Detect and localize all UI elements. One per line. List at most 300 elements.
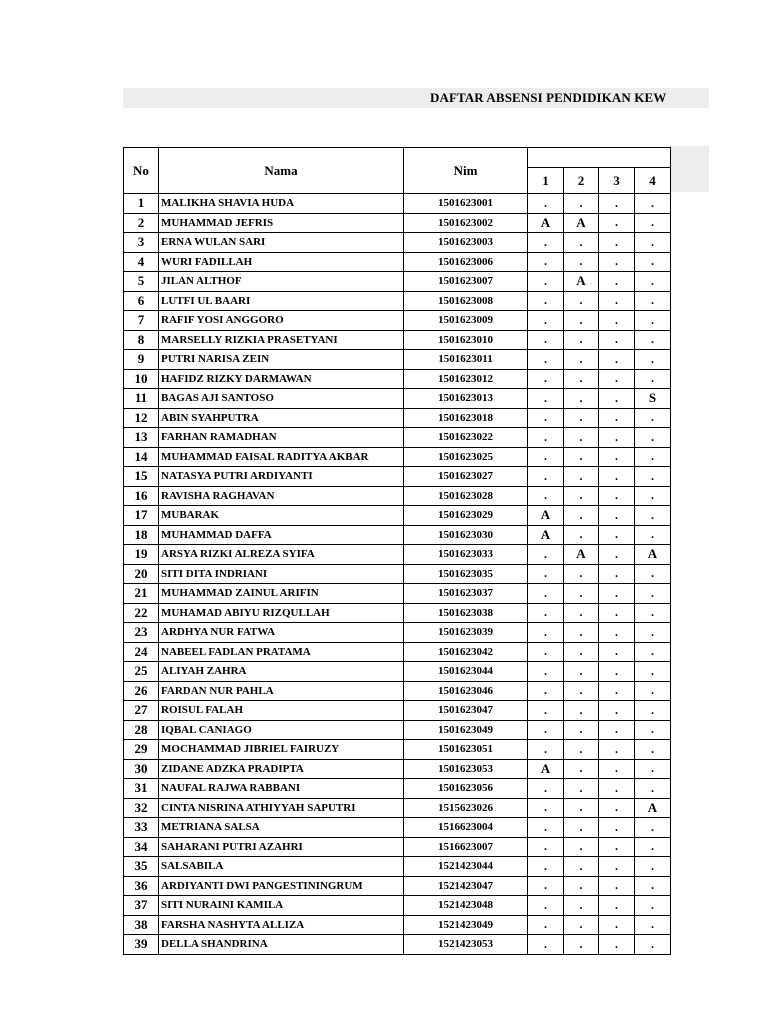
attendance-mark-4: . — [635, 506, 671, 526]
student-name: ARSYA RIZKI ALREZA SYIFA — [159, 545, 404, 565]
attendance-mark-4: . — [635, 896, 671, 916]
attendance-mark-4: . — [635, 272, 671, 292]
attendance-mark-3: . — [599, 233, 635, 253]
attendance-mark-4: . — [635, 740, 671, 760]
student-name: MUHAMMAD FAISAL RADITYA AKBAR — [159, 447, 404, 467]
table-row — [124, 759, 671, 779]
row-number: 20 — [124, 564, 159, 584]
attendance-mark-1: . — [528, 720, 564, 740]
attendance-mark-3: . — [599, 428, 635, 448]
row-number: 24 — [124, 642, 159, 662]
header-meeting-3: 3 — [599, 168, 635, 194]
row-number: 18 — [124, 525, 159, 545]
student-name: SALSABILA — [159, 857, 404, 877]
student-nim: 1501623025 — [404, 447, 528, 467]
table-row — [124, 291, 671, 311]
student-name: WURI FADILLAH — [159, 252, 404, 272]
student-name: SITI NURAINI KAMILA — [159, 896, 404, 916]
student-name: PUTRI NARISA ZEIN — [159, 350, 404, 370]
student-nim: 1501623009 — [404, 311, 528, 331]
student-nim: 1501623022 — [404, 428, 528, 448]
attendance-mark-4: A — [635, 798, 671, 818]
attendance-mark-1: . — [528, 233, 564, 253]
attendance-mark-4: . — [635, 584, 671, 604]
header-no: No — [124, 148, 159, 194]
attendance-mark-1: . — [528, 486, 564, 506]
table-row — [124, 350, 671, 370]
title-band — [123, 88, 709, 108]
attendance-mark-1: . — [528, 389, 564, 409]
attendance-mark-3: . — [599, 213, 635, 233]
student-nim: 1521423049 — [404, 915, 528, 935]
attendance-mark-3: . — [599, 740, 635, 760]
table-row — [124, 740, 671, 760]
attendance-mark-2: . — [564, 369, 599, 389]
student-name: MALIKHA SHAVIA HUDA — [159, 194, 404, 214]
attendance-mark-2: . — [564, 662, 599, 682]
row-number: 2 — [124, 213, 159, 233]
attendance-mark-3: . — [599, 389, 635, 409]
attendance-mark-2: . — [564, 408, 599, 428]
student-name: METRIANA SALSA — [159, 818, 404, 838]
attendance-mark-1: . — [528, 896, 564, 916]
attendance-mark-1: . — [528, 876, 564, 896]
attendance-mark-4: . — [635, 408, 671, 428]
attendance-mark-4: . — [635, 681, 671, 701]
attendance-mark-3: . — [599, 486, 635, 506]
attendance-mark-2: . — [564, 252, 599, 272]
row-number: 6 — [124, 291, 159, 311]
student-name: IQBAL CANIAGO — [159, 720, 404, 740]
attendance-mark-4: . — [635, 467, 671, 487]
attendance-mark-1: . — [528, 447, 564, 467]
student-name: MARSELLY RIZKIA PRASETYANI — [159, 330, 404, 350]
table-row — [124, 447, 671, 467]
attendance-mark-3: . — [599, 896, 635, 916]
attendance-mark-3: . — [599, 447, 635, 467]
attendance-mark-1: A — [528, 506, 564, 526]
attendance-mark-3: . — [599, 662, 635, 682]
attendance-mark-2: . — [564, 720, 599, 740]
table-row — [124, 506, 671, 526]
table-row — [124, 720, 671, 740]
attendance-mark-3: . — [599, 194, 635, 214]
student-name: MUHAMMAD DAFFA — [159, 525, 404, 545]
attendance-mark-4: S — [635, 389, 671, 409]
student-name: RAFIF YOSI ANGGORO — [159, 311, 404, 331]
table-row — [124, 194, 671, 214]
table-row — [124, 857, 671, 877]
row-number: 28 — [124, 720, 159, 740]
attendance-mark-2: . — [564, 857, 599, 877]
student-nim: 1516623004 — [404, 818, 528, 838]
attendance-mark-3: . — [599, 506, 635, 526]
attendance-mark-4: . — [635, 291, 671, 311]
header-meeting-1: 1 — [528, 168, 564, 194]
row-number: 10 — [124, 369, 159, 389]
attendance-mark-3: . — [599, 876, 635, 896]
student-nim: 1501623047 — [404, 701, 528, 721]
attendance-mark-2: . — [564, 194, 599, 214]
row-number: 22 — [124, 603, 159, 623]
attendance-mark-2: . — [564, 818, 599, 838]
student-nim: 1521423047 — [404, 876, 528, 896]
student-nim: 1501623046 — [404, 681, 528, 701]
student-nim: 1501623007 — [404, 272, 528, 292]
attendance-mark-2: . — [564, 233, 599, 253]
attendance-mark-3: . — [599, 330, 635, 350]
student-nim: 1501623003 — [404, 233, 528, 253]
attendance-mark-1: . — [528, 408, 564, 428]
row-number: 31 — [124, 779, 159, 799]
student-nim: 1501623028 — [404, 486, 528, 506]
attendance-mark-1: . — [528, 252, 564, 272]
row-number: 29 — [124, 740, 159, 760]
row-number: 39 — [124, 935, 159, 955]
table-row — [124, 330, 671, 350]
row-number: 19 — [124, 545, 159, 565]
attendance-mark-4: . — [635, 213, 671, 233]
student-nim: 1501623011 — [404, 350, 528, 370]
attendance-mark-3: . — [599, 252, 635, 272]
attendance-mark-2: A — [564, 272, 599, 292]
attendance-mark-2: . — [564, 525, 599, 545]
row-number: 34 — [124, 837, 159, 857]
student-nim: 1501623027 — [404, 467, 528, 487]
table-row — [124, 428, 671, 448]
attendance-mark-2: A — [564, 545, 599, 565]
student-name: FARDAN NUR PAHLA — [159, 681, 404, 701]
row-number: 15 — [124, 467, 159, 487]
student-name: CINTA NISRINA ATHIYYAH SAPUTRI — [159, 798, 404, 818]
attendance-mark-3: . — [599, 779, 635, 799]
attendance-mark-1: . — [528, 545, 564, 565]
attendance-mark-1: . — [528, 935, 564, 955]
attendance-mark-3: . — [599, 408, 635, 428]
attendance-mark-1: . — [528, 564, 564, 584]
attendance-mark-1: A — [528, 525, 564, 545]
student-nim: 1501623042 — [404, 642, 528, 662]
attendance-mark-4: . — [635, 428, 671, 448]
attendance-mark-4: . — [635, 662, 671, 682]
attendance-mark-1: . — [528, 857, 564, 877]
student-nim: 1501623029 — [404, 506, 528, 526]
student-nim: 1515623026 — [404, 798, 528, 818]
student-name: MOCHAMMAD JIBRIEL FAIRUZY — [159, 740, 404, 760]
row-number: 35 — [124, 857, 159, 877]
attendance-mark-2: . — [564, 837, 599, 857]
attendance-mark-3: . — [599, 525, 635, 545]
student-nim: 1501623056 — [404, 779, 528, 799]
row-number: 7 — [124, 311, 159, 331]
student-name: FARHAN RAMADHAN — [159, 428, 404, 448]
attendance-mark-2: . — [564, 603, 599, 623]
attendance-mark-4: . — [635, 350, 671, 370]
table-row — [124, 603, 671, 623]
student-nim: 1501623053 — [404, 759, 528, 779]
row-number: 4 — [124, 252, 159, 272]
student-name: DELLA SHANDRINA — [159, 935, 404, 955]
attendance-mark-4: . — [635, 915, 671, 935]
student-name: MUBARAK — [159, 506, 404, 526]
header-meeting-4: 4 — [635, 168, 671, 194]
table-row — [124, 564, 671, 584]
row-number: 30 — [124, 759, 159, 779]
student-nim: 1501623010 — [404, 330, 528, 350]
attendance-mark-1: . — [528, 837, 564, 857]
attendance-mark-1: . — [528, 350, 564, 370]
attendance-mark-1: . — [528, 467, 564, 487]
student-name: RAVISHA RAGHAVAN — [159, 486, 404, 506]
row-number: 8 — [124, 330, 159, 350]
document-title: DAFTAR ABSENSI PENDIDIKAN KEW — [430, 90, 667, 105]
attendance-mark-4: . — [635, 837, 671, 857]
attendance-mark-3: . — [599, 603, 635, 623]
table-row — [124, 213, 671, 233]
attendance-mark-2: . — [564, 623, 599, 643]
attendance-mark-2: . — [564, 642, 599, 662]
attendance-mark-1: . — [528, 584, 564, 604]
attendance-mark-4: . — [635, 369, 671, 389]
row-number: 17 — [124, 506, 159, 526]
student-name: NABEEL FADLAN PRATAMA — [159, 642, 404, 662]
attendance-mark-4: . — [635, 818, 671, 838]
table-row — [124, 681, 671, 701]
attendance-mark-2: . — [564, 681, 599, 701]
attendance-mark-2: . — [564, 701, 599, 721]
attendance-mark-2: . — [564, 915, 599, 935]
attendance-mark-4: A — [635, 545, 671, 565]
attendance-mark-3: . — [599, 701, 635, 721]
student-name: JILAN ALTHOF — [159, 272, 404, 292]
attendance-mark-4: . — [635, 642, 671, 662]
header-nama: Nama — [159, 148, 404, 194]
student-nim: 1501623038 — [404, 603, 528, 623]
student-name: ARDHYA NUR FATWA — [159, 623, 404, 643]
row-number: 21 — [124, 584, 159, 604]
attendance-mark-1: . — [528, 194, 564, 214]
header-row — [124, 148, 671, 168]
table-row — [124, 701, 671, 721]
student-nim: 1521423048 — [404, 896, 528, 916]
attendance-mark-3: . — [599, 350, 635, 370]
attendance-mark-4: . — [635, 525, 671, 545]
student-name: LUTFI UL BAARI — [159, 291, 404, 311]
attendance-table — [123, 147, 671, 955]
table-row — [124, 233, 671, 253]
attendance-mark-1: . — [528, 701, 564, 721]
row-number: 33 — [124, 818, 159, 838]
attendance-mark-2: . — [564, 447, 599, 467]
attendance-mark-3: . — [599, 369, 635, 389]
attendance-mark-2: A — [564, 213, 599, 233]
table-row — [124, 272, 671, 292]
row-number: 11 — [124, 389, 159, 409]
header-meeting-2: 2 — [564, 168, 599, 194]
table-row — [124, 584, 671, 604]
attendance-mark-2: . — [564, 428, 599, 448]
table-row — [124, 642, 671, 662]
student-nim: 1501623030 — [404, 525, 528, 545]
attendance-mark-3: . — [599, 564, 635, 584]
row-number: 14 — [124, 447, 159, 467]
attendance-mark-3: . — [599, 681, 635, 701]
table-row — [124, 818, 671, 838]
student-nim: 1501623044 — [404, 662, 528, 682]
attendance-mark-2: . — [564, 564, 599, 584]
attendance-mark-4: . — [635, 603, 671, 623]
attendance-mark-2: . — [564, 389, 599, 409]
attendance-mark-4: . — [635, 701, 671, 721]
attendance-mark-1: A — [528, 759, 564, 779]
student-nim: 1501623002 — [404, 213, 528, 233]
attendance-mark-1: . — [528, 623, 564, 643]
attendance-mark-2: . — [564, 311, 599, 331]
attendance-mark-3: . — [599, 272, 635, 292]
attendance-mark-2: . — [564, 876, 599, 896]
attendance-mark-3: . — [599, 311, 635, 331]
attendance-mark-3: . — [599, 798, 635, 818]
student-nim: 1501623035 — [404, 564, 528, 584]
attendance-mark-1: A — [528, 213, 564, 233]
student-nim: 1501623013 — [404, 389, 528, 409]
row-number: 37 — [124, 896, 159, 916]
table-row — [124, 486, 671, 506]
row-number: 25 — [124, 662, 159, 682]
attendance-mark-2: . — [564, 486, 599, 506]
attendance-mark-2: . — [564, 896, 599, 916]
attendance-mark-1: . — [528, 291, 564, 311]
student-nim: 1501623008 — [404, 291, 528, 311]
attendance-mark-4: . — [635, 857, 671, 877]
attendance-mark-2: . — [564, 935, 599, 955]
student-nim: 1501623037 — [404, 584, 528, 604]
attendance-mark-2: . — [564, 350, 599, 370]
row-number: 12 — [124, 408, 159, 428]
attendance-mark-3: . — [599, 818, 635, 838]
table-row — [124, 798, 671, 818]
student-name: NATASYA PUTRI ARDIYANTI — [159, 467, 404, 487]
attendance-mark-3: . — [599, 467, 635, 487]
table-row — [124, 779, 671, 799]
attendance-mark-2: . — [564, 740, 599, 760]
row-number: 36 — [124, 876, 159, 896]
attendance-mark-1: . — [528, 681, 564, 701]
attendance-mark-3: . — [599, 642, 635, 662]
attendance-mark-1: . — [528, 330, 564, 350]
student-name: SITI DITA INDRIANI — [159, 564, 404, 584]
attendance-mark-2: . — [564, 779, 599, 799]
table-row — [124, 252, 671, 272]
student-name: SAHARANI PUTRI AZAHRI — [159, 837, 404, 857]
table-row — [124, 467, 671, 487]
header-shade — [670, 146, 709, 192]
row-number: 5 — [124, 272, 159, 292]
table-row — [124, 915, 671, 935]
attendance-mark-3: . — [599, 837, 635, 857]
attendance-mark-1: . — [528, 369, 564, 389]
row-number: 23 — [124, 623, 159, 643]
attendance-mark-2: . — [564, 330, 599, 350]
student-nim: 1521423053 — [404, 935, 528, 955]
student-name: MUHAMMAD JEFRIS — [159, 213, 404, 233]
row-number: 16 — [124, 486, 159, 506]
attendance-mark-3: . — [599, 545, 635, 565]
attendance-mark-3: . — [599, 759, 635, 779]
attendance-mark-2: . — [564, 506, 599, 526]
attendance-mark-2: . — [564, 467, 599, 487]
attendance-mark-3: . — [599, 720, 635, 740]
table-row — [124, 876, 671, 896]
student-name: ABIN SYAHPUTRA — [159, 408, 404, 428]
attendance-mark-4: . — [635, 759, 671, 779]
student-nim: 1501623018 — [404, 408, 528, 428]
table-row — [124, 525, 671, 545]
attendance-mark-4: . — [635, 564, 671, 584]
attendance-mark-1: . — [528, 642, 564, 662]
attendance-mark-4: . — [635, 194, 671, 214]
attendance-mark-4: . — [635, 779, 671, 799]
attendance-mark-1: . — [528, 779, 564, 799]
row-number: 9 — [124, 350, 159, 370]
attendance-mark-3: . — [599, 935, 635, 955]
student-name: MUHAMAD ABIYU RIZQULLAH — [159, 603, 404, 623]
row-number: 13 — [124, 428, 159, 448]
student-nim: 1501623001 — [404, 194, 528, 214]
table-body — [124, 194, 671, 955]
table-row — [124, 389, 671, 409]
attendance-mark-4: . — [635, 330, 671, 350]
attendance-mark-2: . — [564, 759, 599, 779]
attendance-mark-4: . — [635, 935, 671, 955]
attendance-mark-1: . — [528, 915, 564, 935]
attendance-mark-4: . — [635, 720, 671, 740]
attendance-mark-3: . — [599, 623, 635, 643]
row-number: 38 — [124, 915, 159, 935]
table-row — [124, 369, 671, 389]
attendance-mark-1: . — [528, 311, 564, 331]
attendance-mark-1: . — [528, 818, 564, 838]
student-nim: 1521423044 — [404, 857, 528, 877]
student-name: ARDIYANTI DWI PANGESTININGRUM — [159, 876, 404, 896]
table-row — [124, 837, 671, 857]
table-row — [124, 311, 671, 331]
header-nim: Nim — [404, 148, 528, 194]
student-name: ZIDANE ADZKA PRADIPTA — [159, 759, 404, 779]
row-number: 1 — [124, 194, 159, 214]
attendance-mark-4: . — [635, 623, 671, 643]
attendance-mark-3: . — [599, 857, 635, 877]
table-row — [124, 935, 671, 955]
student-name: MUHAMMAD ZAINUL ARIFIN — [159, 584, 404, 604]
attendance-mark-2: . — [564, 291, 599, 311]
attendance-mark-1: . — [528, 798, 564, 818]
attendance-mark-1: . — [528, 740, 564, 760]
student-name: ALIYAH ZAHRA — [159, 662, 404, 682]
student-nim: 1501623033 — [404, 545, 528, 565]
attendance-mark-4: . — [635, 311, 671, 331]
attendance-mark-3: . — [599, 291, 635, 311]
row-number: 26 — [124, 681, 159, 701]
student-name: ERNA WULAN SARI — [159, 233, 404, 253]
attendance-mark-1: . — [528, 603, 564, 623]
attendance-mark-1: . — [528, 272, 564, 292]
row-number: 27 — [124, 701, 159, 721]
table-row — [124, 662, 671, 682]
attendance-mark-2: . — [564, 798, 599, 818]
student-name: ROISUL FALAH — [159, 701, 404, 721]
student-nim: 1501623012 — [404, 369, 528, 389]
